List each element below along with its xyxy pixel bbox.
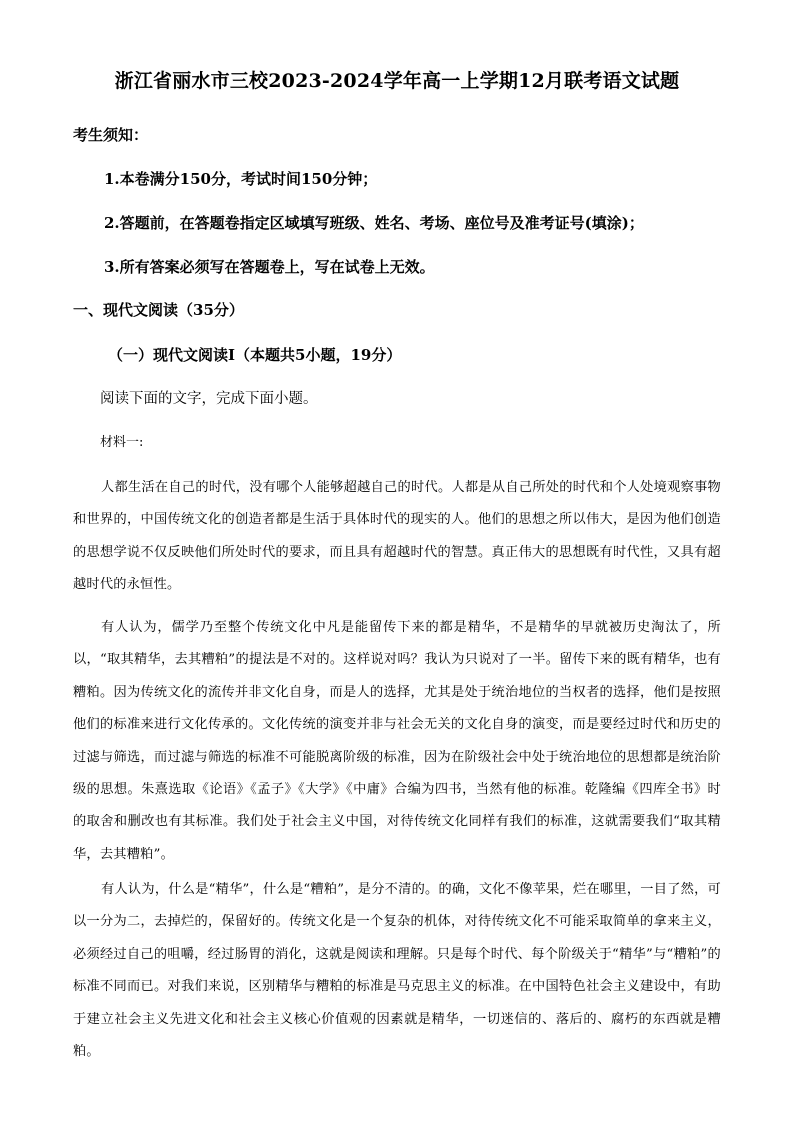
notice-item-2: 2.答题前，在答题卷指定区域填写班级、姓名、考场、座位号及准考证号(填涂)； — [104, 214, 644, 232]
notice-item-1: 1.本卷满分150分，考试时间150分钟； — [104, 170, 378, 188]
exam-title: 浙江省丽水市三校2023-2024学年高一上学期12月联考语文试题 — [114, 70, 680, 92]
section-heading: 一、现代文阅读（35分） — [73, 301, 244, 319]
paragraph-2: 有人认为，儒学乃至整个传统文化中凡是能留传下来的都是精华，不是精华的早就被历史淘汰了，所以，“取其精华，去其糟粕”的提法是不对的。这样说对吗？我认为只说对了一半。留传下来的既有精华，也有糟粕。因为传统文化的流传并非文化自身，而是人的选择，尤其是处于统治地位的当权者的选择，他们是按照他们的标准来进行文化传承的。文化传统的演变并非与社会无关的文化自身的演变，而是要经过时代和历史的过滤与筛选，而过滤与筛选的标准不可能脱离阶级的标准，因为在阶级社会中处于统治地位的思想都是统治阶级的思想。朱熹选取《论语》《孟子》《大学》《中庸》合编为四书，当然有他的标准。乾隆编《四库全书》时的取舍和删改也有其标准。我们处于社会主义中国，对待传统文化同样有我们的标准，这就需要我们“取其精华，去其糟粕”。 — [73, 620, 721, 862]
notice-heading: 考生须知： — [73, 126, 149, 144]
subsection-heading: （一）现代文阅读Ⅰ（本题共5小题，19分） — [108, 346, 402, 364]
paragraph-1: 人都生活在自己的时代，没有哪个人能够超越自己的时代。人都是从自己所处的时代和个人处境观察事物和世界的，中国传统文化的创造者都是生活于具体时代的现实的人。他们的思想之所以伟大，是因为他们创造的思想学说不仅反映他们所处时代的要求，而且具有超越时代的智慧。真正伟大的思想既有时代性，又具有超越时代的永恒性。 — [73, 480, 721, 593]
paragraph-3: 有人认为，什么是“精华”，什么是“糟粕”，是分不清的。的确，文化不像苹果，烂在哪里，一目了然，可以一分为二，去掉烂的，保留好的。传统文化是一个复杂的机体，对待传统文化不可能采取简单的拿来主义，必须经过自己的咀嚼，经过肠胃的消化，这就是阅读和理解。只是每个时代、每个阶级关于“精华”与“糟粕”的标准不同而已。对我们来说，区别精华与糟粕的标准是马克思主义的标准。在中国特色社会主义建设中，有助于建立社会主义先进文化和社会主义核心价值观的因素就是精华，一切迷信的、落后的、腐朽的东西就是糟粕。 — [73, 882, 721, 1060]
notice-item-3: 3.所有答案必须写在答题卷上，写在试卷上无效。 — [104, 258, 435, 276]
reading-instruction: 阅读下面的文字，完成下面小题。 — [100, 391, 318, 407]
material-label: 材料一: — [100, 435, 144, 450]
